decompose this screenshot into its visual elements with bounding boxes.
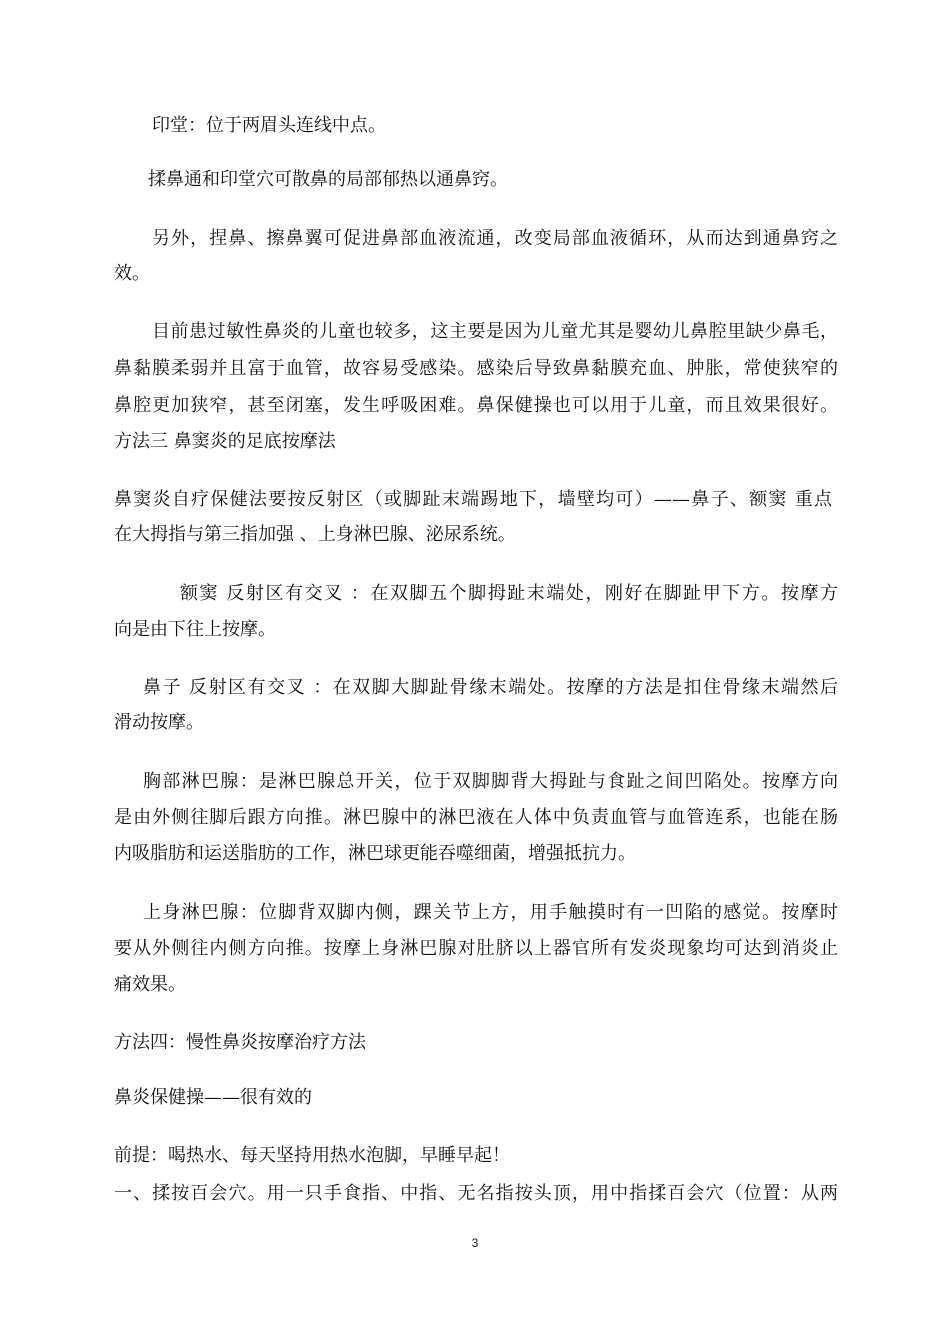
- text-line: 痛效果。: [114, 974, 186, 995]
- text-line: 上身淋巴腺：位脚背双脚内侧，踝关节上方，用手触摸时有一凹陷的感觉。按摩时: [143, 902, 838, 923]
- text-line: 胸部淋巴腺：是淋巴腺总开关，位于双脚脚背大拇趾与食趾之间凹陷处。按摩方向: [143, 771, 838, 792]
- section-heading: 方法三 鼻窦炎的足底按摩法: [114, 431, 336, 452]
- text-line: 在大拇指与第三指加强 、上身淋巴腺、泌尿系统。: [114, 524, 516, 545]
- text-line: 内吸脂肪和运送脂肪的工作，淋巴球更能吞噬细菌，增强抵抗力。: [114, 843, 636, 864]
- text-line: 鼻炎保健操——很有效的: [114, 1087, 312, 1108]
- text-line: 向是由下往上按摩。: [114, 619, 276, 640]
- text-line: 鼻子 反射区有交叉 ：在双脚大脚趾骨缘末端处。按摩的方法是扣住骨缘末端然后: [143, 677, 838, 698]
- text-line: 滑动按摩。: [114, 712, 204, 733]
- text-line: 一、揉按百会穴。用一只手食指、中指、无名指按头顶，用中指揉百会穴（位置：从两: [114, 1183, 838, 1204]
- text-line: 鼻黏膜柔弱并且富于血管，故容易受感染。感染后导致鼻黏膜充血、肿胀，常使狭窄的: [114, 358, 838, 379]
- text-line: 效。: [114, 263, 150, 284]
- text-line: 要从外侧往内侧方向推。按摩上身淋巴腺对肚脐以上器官所有发炎现象均可达到消炎止: [114, 938, 838, 959]
- text-line: 鼻窦炎自疗保健法要按反射区（或脚趾末端踢地下，墙壁均可）——鼻子、额窦 重点: [114, 489, 832, 510]
- text-line: 额窦 反射区有交叉 ：在双脚五个脚拇趾末端处，刚好在脚趾甲下方。按摩方: [180, 583, 838, 604]
- page-number: 3: [471, 1236, 479, 1250]
- text-line: 另外，捏鼻、擦鼻翼可促进鼻部血液流通，改变局部血液循环，从而达到通鼻窍之: [152, 228, 838, 249]
- text-line: 揉鼻通和印堂穴可散鼻的局部郁热以通鼻窍。: [148, 169, 508, 190]
- text-line: 目前患过敏性鼻炎的儿童也较多，这主要是因为儿童尤其是婴幼儿鼻腔里缺少鼻毛，: [152, 321, 838, 342]
- text-line: 前提：喝热水、每天坚持用热水泡脚，早睡早起！: [114, 1145, 510, 1166]
- text-line: 鼻腔更加狭窄，甚至闭塞，发生呼吸困难。鼻保健操也可以用于儿童，而且效果很好。: [114, 395, 838, 416]
- section-heading: 方法四：慢性鼻炎按摩治疗方法: [114, 1032, 366, 1053]
- text-line: 是由外侧往脚后跟方向推。淋巴腺中的淋巴液在人体中负责血管与血管连系，也能在肠: [114, 807, 838, 828]
- text-line: 印堂：位于两眉头连线中点。: [152, 115, 386, 136]
